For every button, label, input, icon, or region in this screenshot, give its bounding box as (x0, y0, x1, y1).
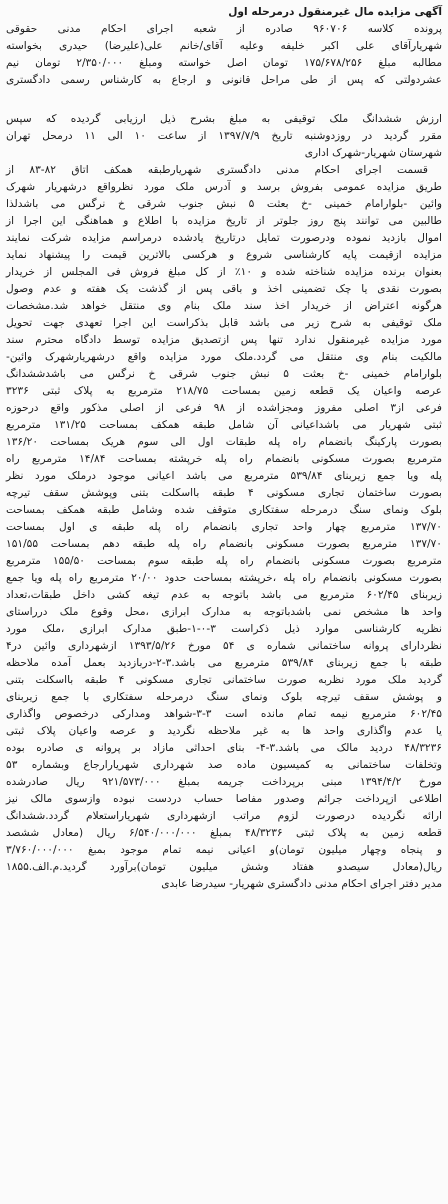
notice-block-3 (6, 162, 442, 893)
text-line: مترمربع بصورت مسکونی بانضمام راه پله طبقه سوم بمساحت ۱۵۵/۵۰ مترمربع (6, 555, 442, 567)
text-line: طبقه با جمع زیربنای ۵۳۹/۸۴ مترمربع می باشد.۳-۲-دربازدید بعمل آمده ملاحظه (6, 657, 442, 669)
notice-title: آگهی مزایده مال غیرمنقول درمرحله اول (228, 6, 442, 18)
text-line: زیربنای ۶۰۲/۴۵ مترمربع می باشد باتوجه به عدم تیغه کشی داخل طبقات،تعداد (6, 589, 442, 601)
text-line: اطلاعی ازپرداخت جرائم وصدور مفاصا حساب دردست نبوده وازسوی مالک نیز (6, 793, 442, 805)
text-line: طریق مزایده عمومی بفروش برسد و آدرس ملک مورد نظرواقع درشهریار شهرک (6, 181, 442, 193)
text-line: بلوک ونمای سنگ درمرحله سفتکاری متوقف شده وشامل طبقه همکف بمساحت (6, 504, 442, 516)
text-line: و پوشش سقف تیرچه بلوک ونمای سنگ درمرحله سفتکاری با جمع زیربنای (6, 691, 442, 703)
text-line: اموال بازدید نموده ودرصورت تمایل درتاریخ یادشده درمراسم مزایده شرکت نمایند (6, 232, 442, 244)
text-line: وائین -بلوارامام خمینی -خ بعثت ۵ نبش جنوب شرقی خ نرگس می باشدلذا (6, 198, 442, 210)
text-line: مورد مزایده غیرمنقول ندارد تنها پس ازتصدیق مزایده توسط دادگاه محترم سند (6, 334, 442, 346)
text-line: بصورت مسکونی بانضمام راه پله ،خرپشته بمساحت حدود ۲۰/۰۰ مترمربع راه پله ویا جمع (6, 572, 442, 584)
text-line: عشردولتی که پس از طی مراحل قانونی و ارجاع به کارشناس رسمی دادگستری (6, 74, 442, 86)
text-line: ۶۰۲/۴۵ مترمربع نیمه تمام مانده است ۳-۳-شواهد ومدارکی درخصوص واگذاری (6, 708, 442, 720)
notice-block-2 (6, 111, 442, 162)
text-line: عرصه واعیان یک قطعه زمین بمساحت ۲۱۸/۷۵ مترمربع به پلاک ثبتی ۳۲۳۶ (6, 385, 442, 397)
text-line: نظردارای پروانه ساختمانی شماره ی ۵۴ مورخ ۱۳۹۳/۵/۲۶ ازشهرداری وائین در۴ (6, 640, 443, 652)
notice-block-1 (6, 21, 442, 89)
text-line: ۱۳۷/۷۰ مترمربع چهار واحد تجاری بانضمام راه پله طبقه ی اول بمساحت (6, 521, 442, 533)
text-line: قطعه زمین به پلاک ثبتی ۴۸/۳۲۳۶ بمبلغ ۶/۵۴۰/۰۰۰/۰۰۰ ریال (معادل ششصد (6, 827, 442, 839)
text-line: ارائه نگردیده درصورت لزوم مراتب ازشهرداری شهریاراستعلام گردد.ششدانگ (6, 810, 442, 822)
text-line: شهرستان شهریار-شهرک اداری (304, 147, 442, 159)
text-line: ۱۳۷/۷۰ مترمربع بصورت مسکونی بانضمام راه پله طبقه دهم بمساحت ۱۵۱/۵۵ (6, 538, 442, 550)
text-line: یا عدم واگذاری واحد ها به غیر ملاحظه نگردید و عرصه واعیان پلاک ثبتی (6, 725, 442, 737)
text-line: ۴۸/۳۲۳۶ دردید مالک می باشد.۳-۴- بنای احداثی مازاد بر پروانه ی صادره بوده (6, 742, 442, 754)
text-line: بلوارامام خمینی -خ بعثت ۵ نبش جنوب شرقی خ نرگس می باشدششدانگ (6, 368, 443, 380)
text-line: مطالبه مبلغ ۱۷۵/۶۷۸/۲۵۶ تومان اصل خواسته ومبلغ ۲/۳۵۰/۰۰۰ تومان نیم (6, 57, 442, 69)
text-line: فرعی از۳ اصلی مفروز ومجزاشده از ۹۸ فرعی از اصلی مذکور واقع درحوزه (6, 402, 442, 414)
text-line: بعنوان برنده مزایده شناخته شده و ۱۰٪ از کل مبلغ فروش فی المجلس از خریدار (6, 266, 442, 278)
text-line: مورخ ۱۳۹۴/۴/۲ مبنی برپرداخت جریمه بمبلغ ۹۲۱/۵۷۳/۰۰۰ ریال صادرشده (6, 776, 442, 788)
text-line: گردید ملک مورد نظربه صورت ساختمانی تجاری مسکونی ۴ طبقه بااسکلت بتنی (6, 674, 442, 686)
text-line: ملک توقیفی به شرح زیر می باشد قابل بذکراست این اجرا تعهدی جهت تحویل (6, 317, 442, 329)
text-line: پله ویا جمع زیربنای ۵۳۹/۸۴ مترمربع می باشد اعیانی موجود درملک مورد نظر (6, 470, 442, 482)
signature-line: مدیر دفتر اجرای احکام مدنی دادگستری شهریار- سیدرضا عابدی (161, 878, 442, 890)
text-line: مزایده ازقیمت پایه کارشناسی شروع و هرکسی بالاترین قیمت را پیشنهاد نماید (6, 249, 442, 261)
text-line: و پنجاه وچهار میلیون تومان)و اعیانی نیمه تمام موجود بمبغ ۳/۷۶۰/۰۰۰/۰۰۰ (6, 844, 442, 856)
text-line: قسمت اجرای احکام مدنی دادگستری شهریارطبقه همکف اتاق ۸۲-۸۳ از (6, 164, 428, 176)
text-line: واحد ها مشخص نمی باشدباتوجه به مدارک ابرازی ،محل وقوع ملک درراستای (6, 606, 442, 618)
text-line: شهریارآقای علی اکبر خلیفه وعلیه آقای/خانم علی(علیرضا) حیدری بخواسته (6, 40, 442, 52)
text-line: بصورت نقدی یا چک تضمینی اخذ و باقی پس از گذشت یک هفته و عدم وصول (6, 283, 442, 295)
text-line: پرونده کلاسه ۹۶۰۷۰۶ صادره از شعبه اجرای احکام مدنی حقوقی (6, 23, 442, 35)
text-line: مترمربع بصورت مسکونی بانضمام راه پله خرپشته بمساحت ۱۴/۸۴ مترمربع راه (6, 453, 442, 465)
text-line: مالکیت بنام وی منتقل می گردد.ملک مورد مزایده واقع درشهریارشهرک وائین- (6, 351, 442, 363)
text-line: طالبین می توانند پنج روز جلوتر از تاریخ مزایده با اطلاع و هماهنگی این اجرا از (6, 215, 442, 227)
text-line: ریال(معادل سیصدو هفتاد وشش میلیون تومان)برآورد گردید.م.الف.۱۸۵۵ (6, 861, 442, 873)
text-line: هرگونه اعتراض از خریدار اخذ سند ملک بنام وی منتقل خواهد شد.مشخصات (6, 300, 442, 312)
column-break (6, 89, 442, 111)
text-line: ارزش ششدانگ ملک توقیفی به مبلغ بشرح ذیل ارزیابی گردیده که سپس (6, 113, 442, 125)
text-line: ثبتی شهریار می باشداعیانی آن شامل طبقه همکف بمساحت ۱۳۱/۲۵ مترمربع (6, 419, 442, 431)
text-line: بصورت ساختمان تجاری مسکونی ۴ طبقه بااسکلت بتنی وپوشش سقف تیرچه (6, 487, 442, 499)
text-line: مقرر گردید در روزدوشنبه تاریخ ۱۳۹۷/۷/۹ از ساعت ۱۰ الی ۱۱ درمحل تهران (6, 130, 442, 142)
text-line: نظریه کارشناسی موارد ذیل ذکراست ۳-۰-۱-طبق مدارک ابرازی ،ملک مورد (6, 623, 442, 635)
text-line: بصورت پارکینگ بانضمام راه پله طبقات اول الی سوم هریک بمساحت ۱۳۶/۲۰ (6, 436, 442, 448)
text-line: وتخلفات ساختمانی به کمیسیون ماده صد شهرداری شهریارارجاع وبشماره ۵۳ (6, 759, 442, 771)
